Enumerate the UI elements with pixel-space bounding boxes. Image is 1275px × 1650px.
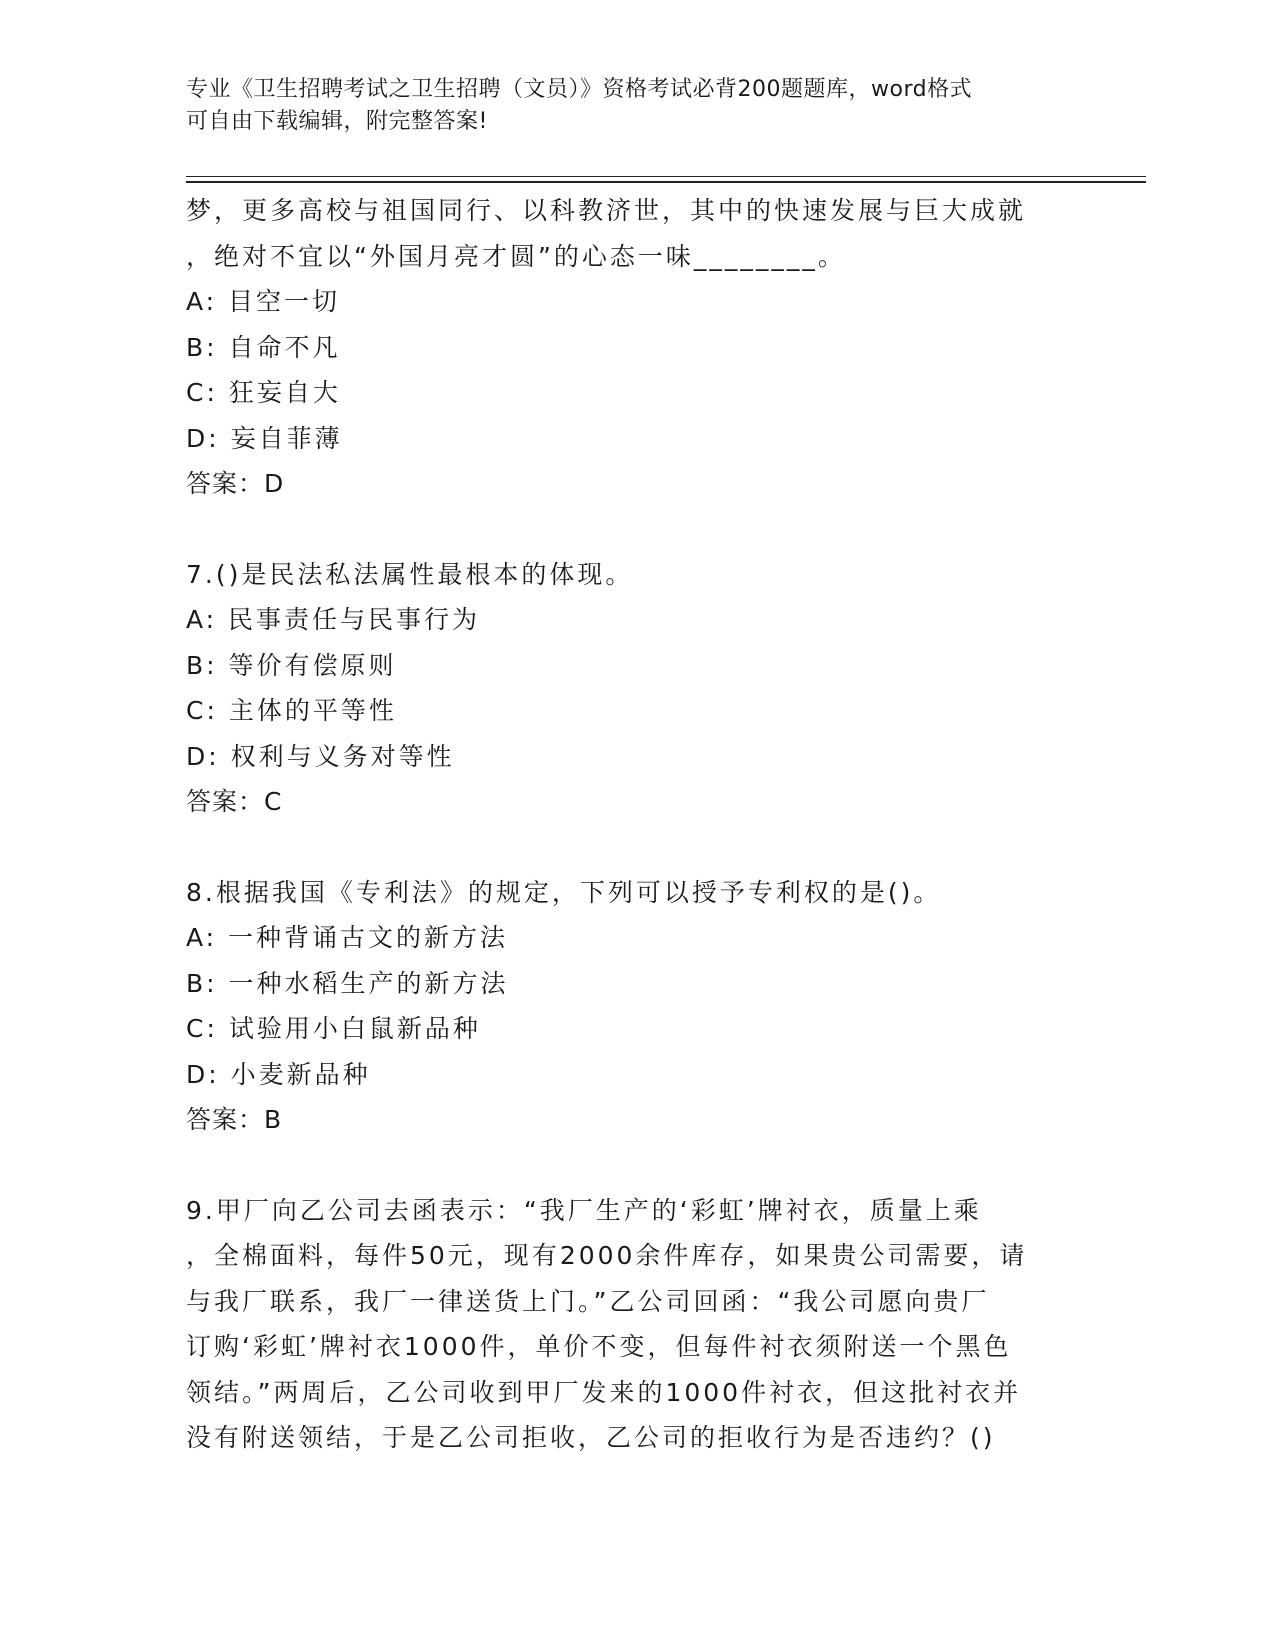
question-8-option-a: A: 一种背诵古文的新方法 <box>186 923 509 952</box>
question-9-line-6: 没有附送领结，于是乙公司拒收，乙公司的拒收行为是否违约？() <box>186 1423 996 1452</box>
question-8-option-b: B: 一种水稻生产的新方法 <box>186 968 509 998</box>
document-header <box>186 74 1066 138</box>
question-8-text: 8.根据我国《专利法》的规定，下列可以授予专利权的是()。 <box>186 877 942 907</box>
question-6-option-b: B: 自命不凡 <box>186 332 341 362</box>
question-6-option-a: A: 目空一切 <box>186 287 341 316</box>
question-6-option-c: C: 狂妄自大 <box>186 378 341 407</box>
spacer <box>186 507 1066 552</box>
question-9-line-3: 与我厂联系，我厂一律送货上门。”乙公司回函：“我公司愿向贵厂 <box>186 1286 990 1316</box>
question-list <box>186 188 1066 1461</box>
question-9-line-2: ，全棉面料，每件50元，现有2000余件库存，如果贵公司需要，请 <box>186 1241 1028 1270</box>
question-6-text-2: ，绝对不宜以“外国月亮才圆”的心态一味________。 <box>186 241 846 271</box>
question-7-option-b: B: 等价有偿原则 <box>186 650 397 680</box>
question-9-line-1: 9.甲厂向乙公司去函表示：“我厂生产的‘彩虹’牌衬衣，质量上乘 <box>186 1195 982 1225</box>
question-6-option-d: D: 妄自菲薄 <box>186 423 343 453</box>
question-7-text: 7.()是民法私法属性最根本的体现。 <box>186 559 634 589</box>
question-7-answer: 答案：C <box>186 787 283 816</box>
header-line-2: 可自由下载编辑，附完整答案! <box>186 109 488 134</box>
question-8-option-d: D: 小麦新品种 <box>186 1059 371 1089</box>
question-7-option-a: A: 民事责任与民事行为 <box>186 605 481 634</box>
question-7-option-d: D: 权利与义务对等性 <box>186 741 455 771</box>
spacer <box>186 1143 1066 1188</box>
question-8-answer: 答案：B <box>186 1105 283 1134</box>
question-6-text-1: 梦，更多高校与祖国同行、以科教济世，其中的快速发展与巨大成就 <box>186 196 1027 225</box>
question-8-option-c: C: 试验用小白鼠新品种 <box>186 1014 481 1043</box>
question-7-option-c: C: 主体的平等性 <box>186 696 397 725</box>
header-line-1: 专业《卫生招聘考试之卫生招聘（文员）》资格考试必背200题题库，word格式 <box>186 77 973 102</box>
question-9-line-5: 领结。”两周后，乙公司收到甲厂发来的1000件衬衣，但这批衬衣并 <box>186 1377 1022 1407</box>
spacer <box>186 825 1066 870</box>
header-divider-thick <box>186 181 1146 183</box>
question-6-answer: 答案：D <box>186 469 285 498</box>
header-divider-thin <box>186 176 1146 177</box>
question-9-line-4: 订购‘彩虹’牌衬衣1000件，单价不变，但每件衬衣须附送一个黑色 <box>186 1332 1012 1361</box>
